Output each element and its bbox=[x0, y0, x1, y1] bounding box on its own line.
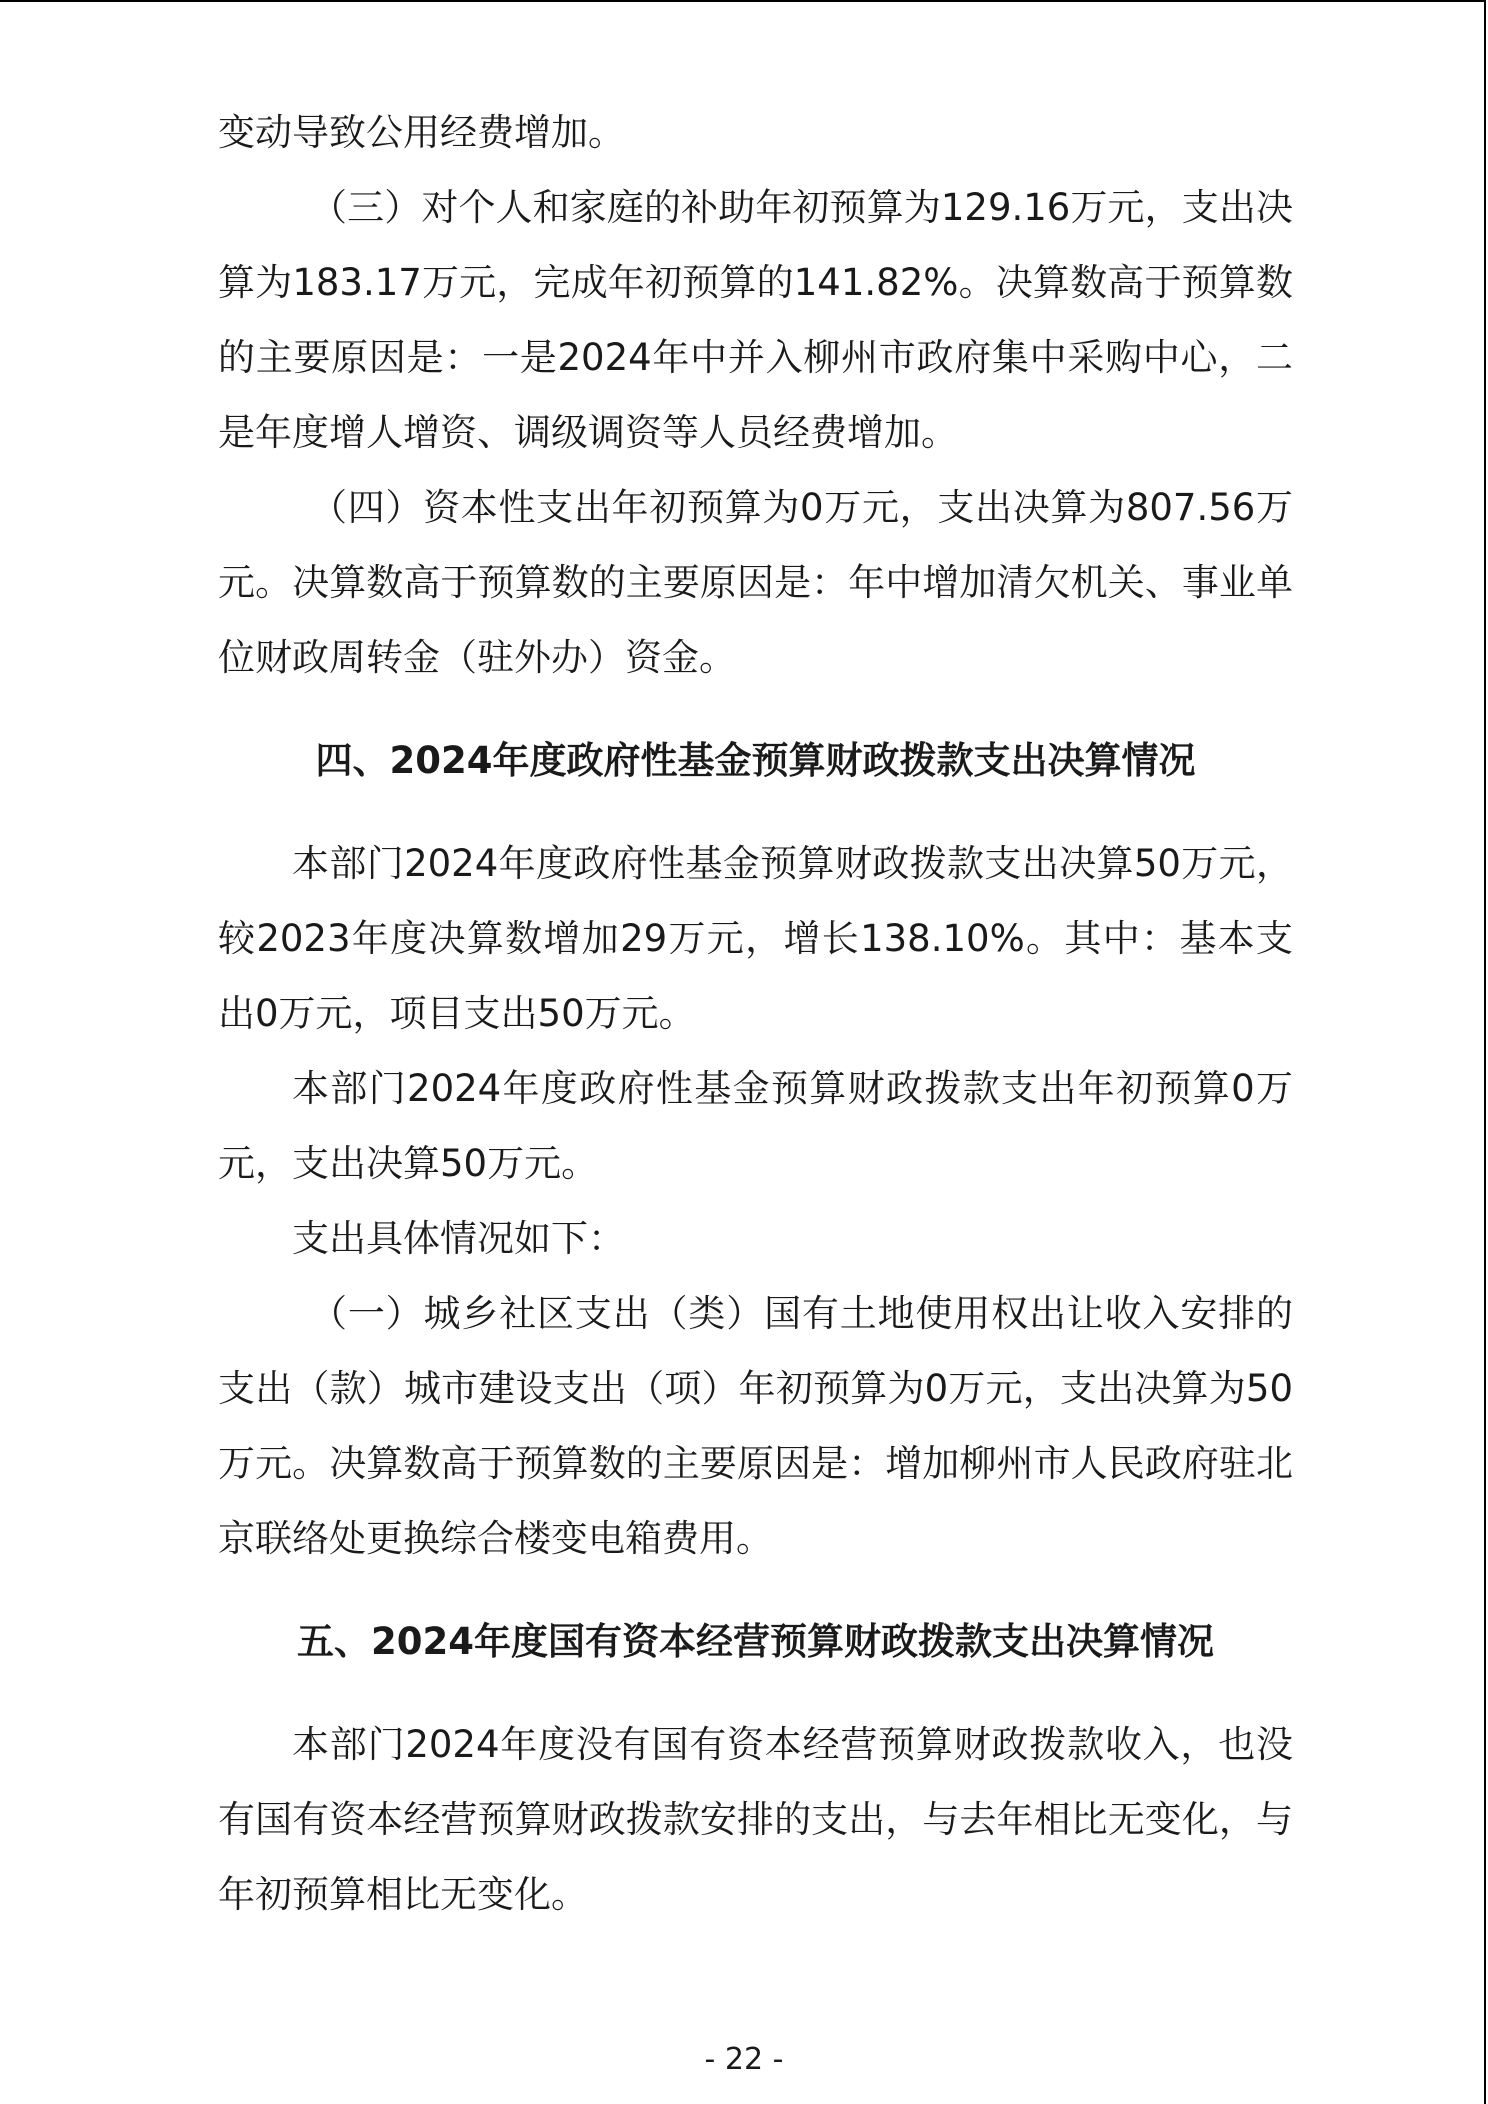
paragraph-fund-budget: 本部门2024年度政府性基金预算财政拨款支出年初预算0万元，支出决算50万元。 bbox=[218, 1067, 1293, 1185]
paragraph-fund-summary: 本部门2024年度政府性基金预算财政拨款支出决算50万元，较2023年度决算数增加29万元，增长138.10%。其中：基本支出0万元，项目支出50万元。 bbox=[218, 842, 1293, 1035]
section-heading-state-capital: 五、2024年度国有资本经营预算财政拨款支出决算情况 bbox=[297, 1620, 1214, 1663]
paragraph-personal-family-subsidy: （三）对个人和家庭的补助年初预算为129.16万元，支出决算为183.17万元，完成年初预算的141.82%。决算数高于预算数的主要原因是：一是2024年中并入柳州市政府集中采购中心，二是年度增人增资、调级调资等人员经费增加。 bbox=[218, 186, 1293, 454]
paragraph-capital-expenditure: （四）资本性支出年初预算为0万元，支出决算为807.56万元。决算数高于预算数的主要原因是：年中增加清欠机关、事业单位财政周转金（驻外办）资金。 bbox=[218, 486, 1293, 679]
paragraph-continuation: 变动导致公用经费增加。 bbox=[218, 111, 625, 154]
page-number: - 22 - bbox=[704, 2042, 784, 2077]
section-heading-government-fund: 四、2024年度政府性基金预算财政拨款支出决算情况 bbox=[315, 739, 1196, 782]
document-body bbox=[218, 95, 1293, 1932]
paragraph-state-capital-summary: 本部门2024年度没有国有资本经营预算财政拨款收入，也没有国有资本经营预算财政拨款安排的支出，与去年相比无变化，与年初预算相比无变化。 bbox=[218, 1723, 1293, 1916]
paragraph-urban-rural-expenditure: （一）城乡社区支出（类）国有土地使用权出让收入安排的支出（款）城市建设支出（项）年初预算为0万元，支出决算为50万元。决算数高于预算数的主要原因是：增加柳州市人民政府驻北京联络处更换综合楼变电箱费用。 bbox=[218, 1292, 1293, 1560]
paragraph-fund-details-intro: 支出具体情况如下： bbox=[292, 1217, 625, 1260]
